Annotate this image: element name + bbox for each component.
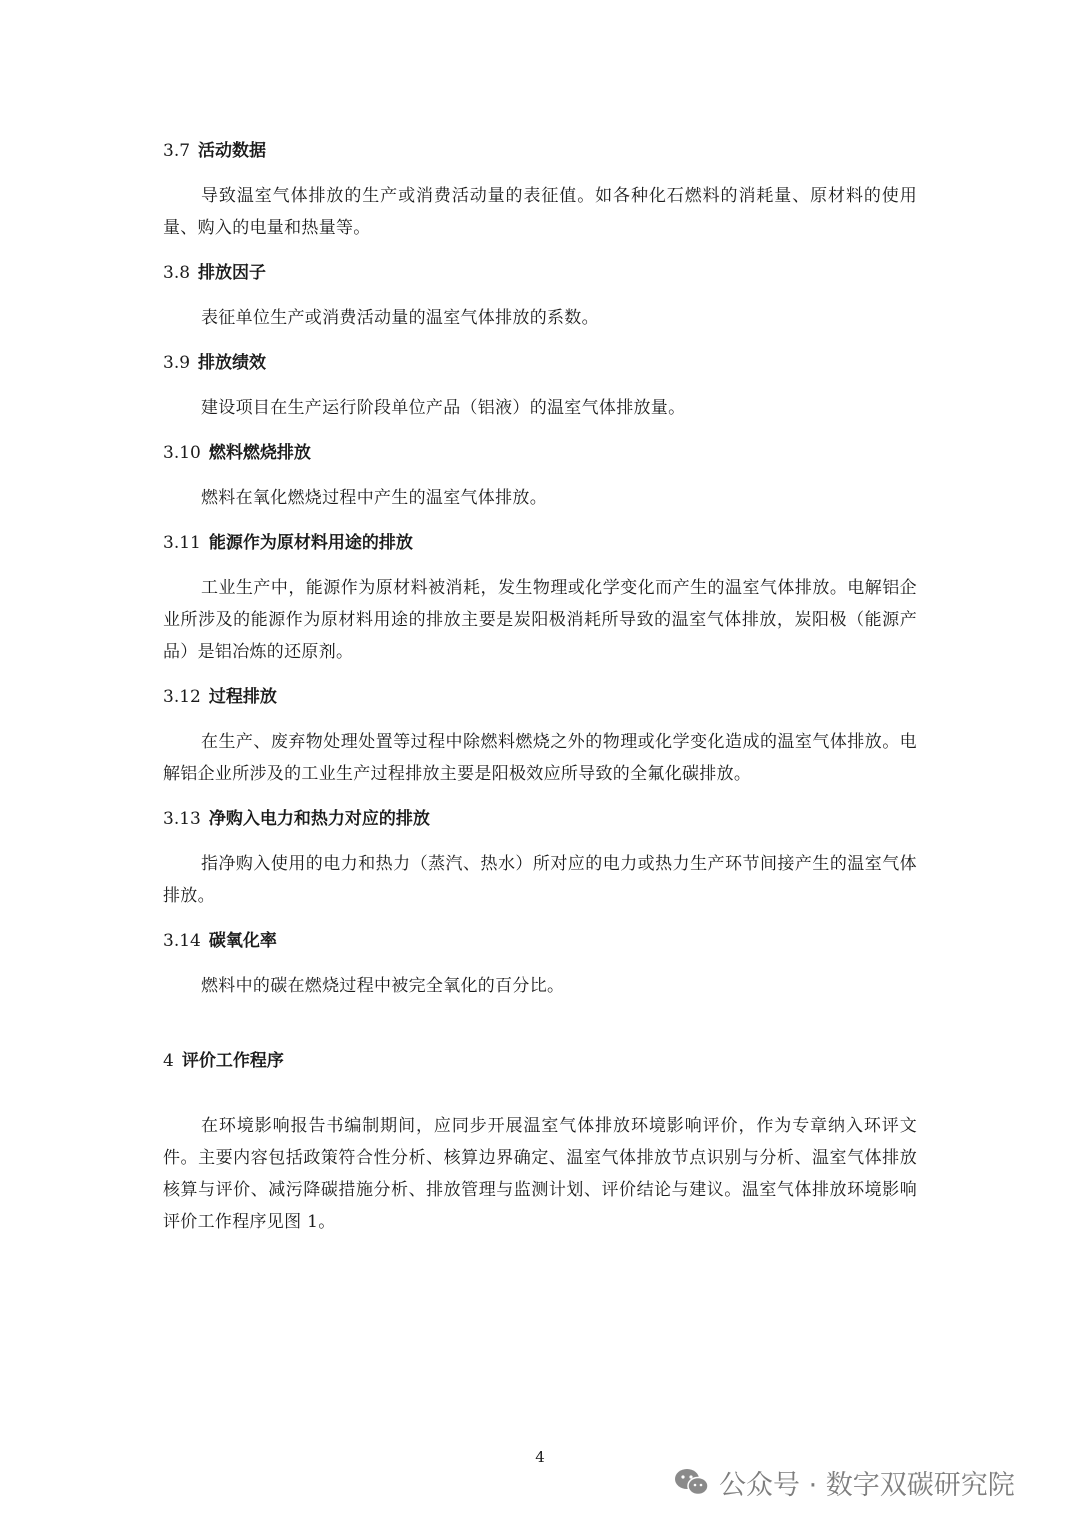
section-number: 3.7 (163, 141, 191, 161)
chapter-title: 评价工作程序 (181, 1051, 284, 1071)
watermark-text: 公众号 · 数字双碳研究院 (719, 1469, 1015, 1501)
section-title: 过程排放 (208, 687, 277, 707)
section-number: 3.13 (163, 809, 201, 829)
watermark (673, 1462, 1015, 1502)
chapter-number: 4 (163, 1051, 174, 1071)
section-paragraph: 建设项目在生产运行阶段单位产品（铝液）的温室气体排放量。 (201, 398, 686, 418)
section-paragraph: 燃料在氧化燃烧过程中产生的温室气体排放。 (201, 488, 547, 508)
section-number: 3.11 (163, 533, 201, 553)
section-title: 活动数据 (198, 141, 267, 161)
section-title: 净购入电力和热力对应的排放 (208, 809, 430, 829)
chapter-paragraph: 在环境影响报告书编制期间，应同步开展温室气体排放环境影响评价，作为专章纳入环评文件。主要内容包括政策符合性分析、核算边界确定、温室气体排放节点识别与分析、温室气体排放核算与评价、减污降碳措施分析、排放管理与监测计划、评价结论与建议。温室气体排放环境影响评价工作程序见图 1。 (163, 1116, 917, 1232)
section-paragraph: 指净购入使用的电力和热力（蒸汽、热水）所对应的电力或热力生产环节间接产生的温室气体排放。 (163, 854, 917, 906)
section-title: 能源作为原材料用途的排放 (208, 533, 413, 553)
section-title: 碳氧化率 (208, 931, 277, 951)
section-paragraph: 在生产、废弃物处理处置等过程中除燃料燃烧之外的物理或化学变化造成的温室气体排放。电解铝企业所涉及的工业生产过程排放主要是阳极效应所导致的全氟化碳排放。 (163, 732, 917, 784)
section-paragraph: 导致温室气体排放的生产或消费活动量的表征值。如各种化石燃料的消耗量、原材料的使用量、购入的电量和热量等。 (163, 186, 917, 238)
section-number: 3.8 (163, 263, 191, 283)
section-number: 3.10 (163, 443, 201, 463)
section-number: 3.9 (163, 353, 191, 373)
section-heading (163, 438, 917, 468)
section-title: 燃料燃烧排放 (208, 443, 311, 463)
section-heading (163, 258, 917, 288)
section-title: 排放绩效 (198, 353, 267, 373)
chapter-heading (163, 1046, 917, 1076)
section-paragraph: 工业生产中，能源作为原材料被消耗，发生物理或化学变化而产生的温室气体排放。电解铝企业所涉及的能源作为原材料用途的排放主要是炭阳极消耗所导致的温室气体排放，炭阳极（能源产品）是铝冶炼的还原剂。 (163, 578, 917, 662)
section-number: 3.14 (163, 931, 201, 951)
page-number: 4 (535, 1448, 545, 1466)
section-heading (163, 348, 917, 378)
section-number: 3.12 (163, 687, 201, 707)
section-heading (163, 682, 917, 712)
page-content (163, 136, 917, 1238)
section-heading (163, 136, 917, 166)
section-paragraph: 燃料中的碳在燃烧过程中被完全氧化的百分比。 (201, 976, 565, 996)
wechat-icon (673, 1467, 709, 1497)
section-heading (163, 926, 917, 956)
section-heading (163, 804, 917, 834)
section-title: 排放因子 (198, 263, 267, 283)
section-heading (163, 528, 917, 558)
section-paragraph: 表征单位生产或消费活动量的温室气体排放的系数。 (201, 308, 599, 328)
